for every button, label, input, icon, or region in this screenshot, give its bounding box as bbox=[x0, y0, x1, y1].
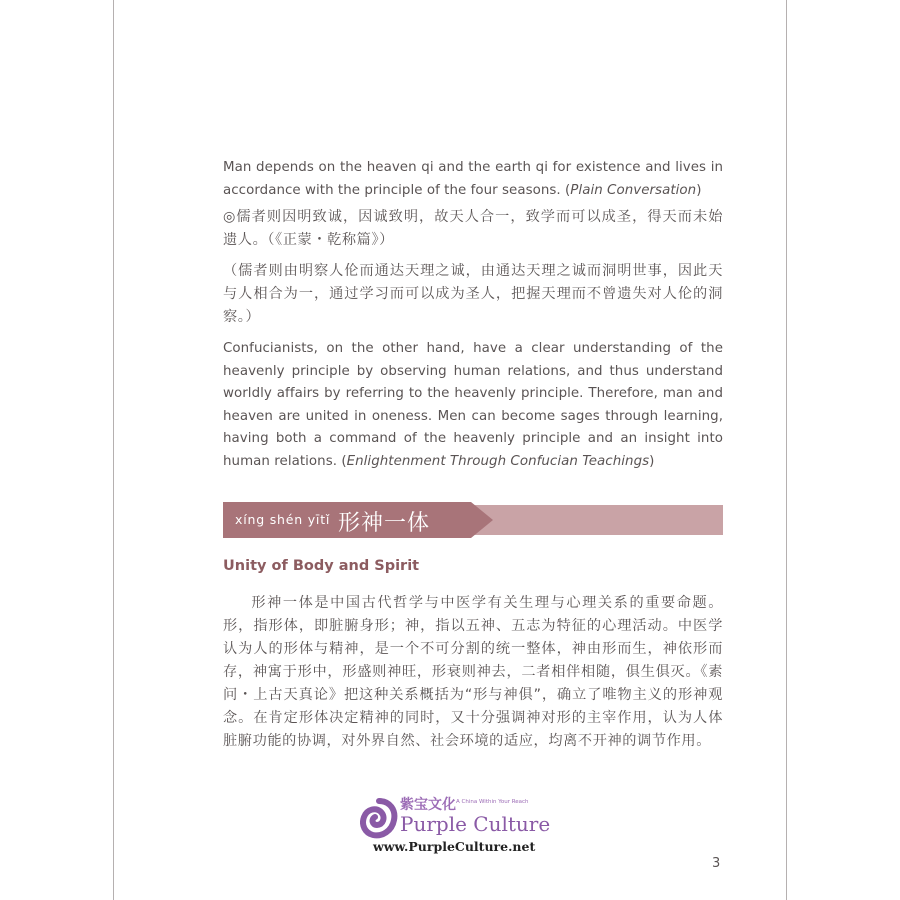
chinese-translation-paragraph bbox=[223, 260, 723, 329]
body-paragraph: 形神一体是中国古代哲学与中医学有关生理与心理关系的重要命题。形，指形体，即脏腑身形；神，指以五神、五志为特征的心理活动。中医学认为人的形体与精神，是一个不可分割的统一整体，神由形而生，神依形而存，神寓于形中，形盛则神旺，形衰则神去，二者相伴相随，俱生俱灭。《素问・上古天真论》把这种关系概括为“形与神俱”，确立了唯物主义的形神观念。在肯定形体决定精神的同时，又十分强调神对形的主宰作用，认为人体脏腑功能的协调，对外界自然、社会环境的适应，均离不开神的调节作用。 bbox=[223, 595, 723, 749]
page-number: 3 bbox=[712, 856, 721, 871]
quote-close: ) bbox=[696, 182, 702, 198]
swirl-logo-icon bbox=[360, 797, 398, 841]
translation-close: ) bbox=[649, 453, 655, 469]
quote-source: Plain Conversation bbox=[570, 182, 697, 198]
watermark-chinese: 紫宝文化 bbox=[400, 797, 456, 813]
banner-light-bar bbox=[473, 505, 723, 535]
watermark-url: www.PurpleCulture.net bbox=[373, 839, 536, 854]
classical-quote: ◎儒者则因明致诚，因诚致明，故天人合一，致学而可以成圣，得天而未始遗人。（《正蒙・乾称篇》） bbox=[223, 209, 723, 248]
watermark-tagline: A China Within Your Reach bbox=[456, 799, 529, 805]
section-body bbox=[223, 592, 723, 753]
quote-text: Man depends on the heaven qi and the earth qi for existence and lives in accordance with the principle of the four seasons. ( bbox=[223, 160, 723, 198]
english-quote-paragraph bbox=[223, 157, 723, 202]
watermark-brand: Purple Culture bbox=[400, 812, 551, 836]
translation-text: Confucianists, on the other hand, have a clear understanding of the heavenly principle by observing human relations, and thus understand worldly affairs by referring to the heavenly principle. Therefore, man and heaven are united in oneness. Men can become sages through learning, having both a command of the heavenly principle and an insight into human relations. ( bbox=[223, 341, 723, 469]
section-title: 形神一体 bbox=[338, 511, 431, 536]
section-pinyin: xíng shén yītǐ bbox=[235, 512, 331, 527]
translation-source: Enlightenment Through Confucian Teachings bbox=[346, 453, 650, 469]
section-subtitle: Unity of Body and Spirit bbox=[223, 558, 420, 574]
modern-translation: （儒者则由明察人伦而通达天理之诚，由通达天理之诚而洞明世事，因此天与人相合为一，通过学习而可以成为圣人，把握天理而不曾遗失对人伦的洞察。） bbox=[223, 263, 723, 325]
chinese-quote-paragraph bbox=[223, 206, 723, 252]
english-translation-paragraph bbox=[223, 338, 723, 473]
section-header-banner bbox=[223, 502, 723, 538]
watermark-logo bbox=[360, 793, 560, 863]
